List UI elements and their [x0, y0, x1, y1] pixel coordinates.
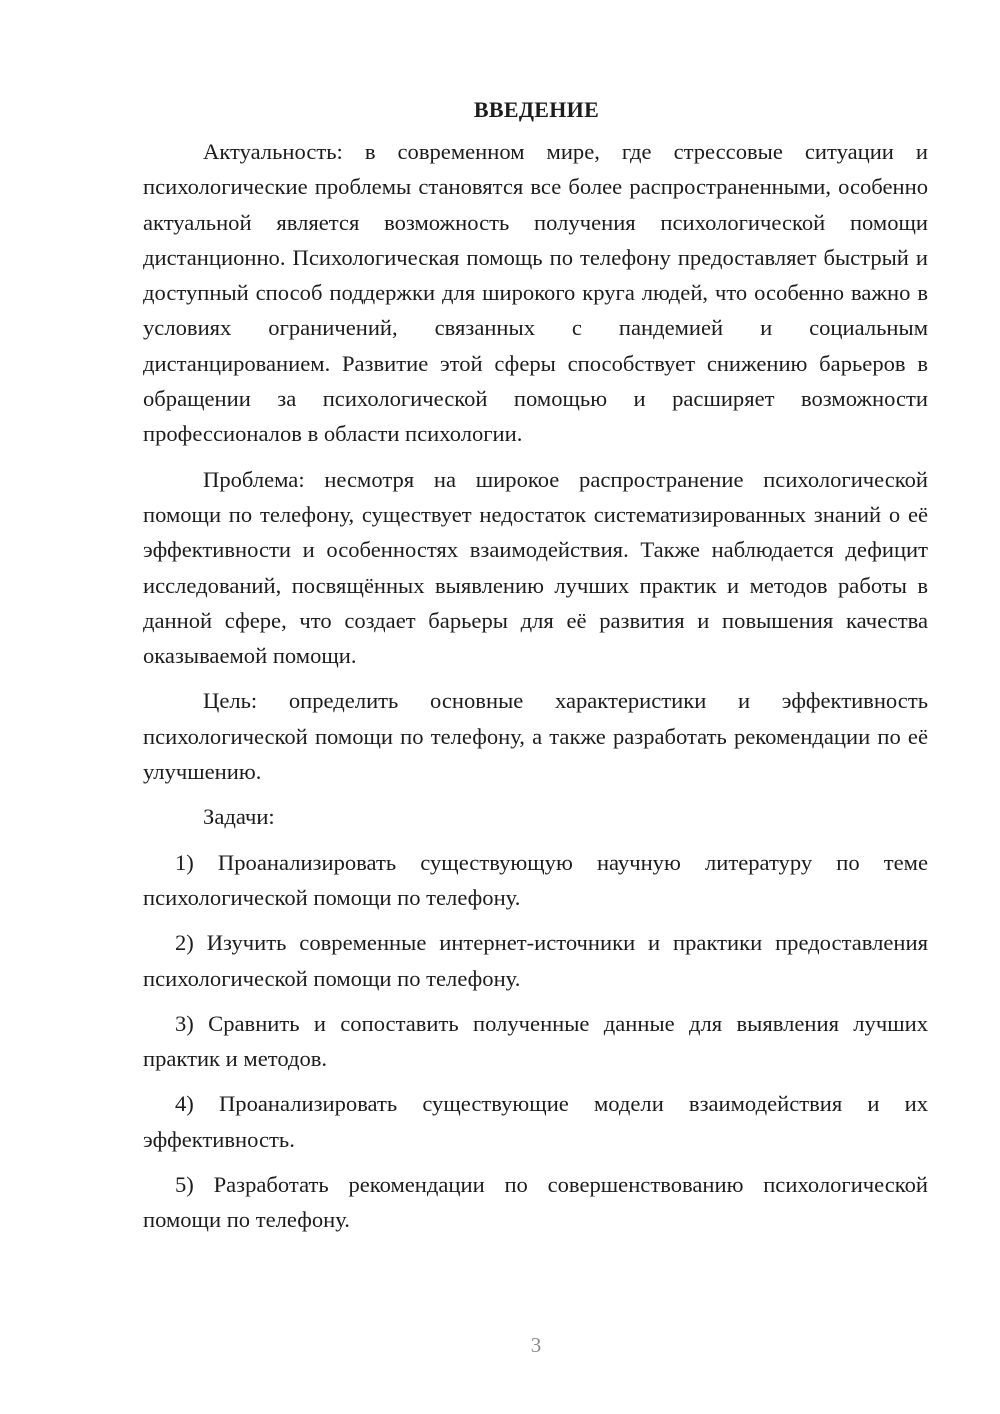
goal-paragraph: Цель: определить основные характеристики и эффективность психологической помощи по телефону, а также разработать рекомендации по её улучшению.: [143, 688, 928, 785]
task-item-3: 3) Сравнить и сопоставить полученные данные для выявления лучших практик и методов.: [143, 1010, 928, 1072]
task-item-2: 2) Изучить современные интернет-источники и практики предоставления психологической помощи по телефону.: [143, 930, 928, 991]
task-item-5: 5) Разработать рекомендации по совершенствованию психологической помощи по телефону.: [143, 1172, 928, 1233]
section-title: ВВЕДЕНИЕ: [473, 97, 600, 122]
task-item-4: 4) Проанализировать существующие модели взаимодействия и их эффективность.: [143, 1091, 928, 1152]
document-body: [143, 92, 928, 1238]
page-number: 3: [530, 1333, 542, 1357]
task-item-1: 1) Проанализировать существующую научную литературу по теме психологической помощи по телефону.: [143, 849, 928, 910]
tasks-heading: Задачи:: [203, 804, 275, 830]
problem-paragraph: Проблема: несмотря на широкое распространение психологической помощи по телефону, существует недостаток систематизированных знаний о её эффективности и особенностях взаимодействия. Также наблюдается дефицит исследований, посвящённых выявлению лучших практик и методов работы в данной сфере, что создает барьеры для её развития и повышения качества оказываемой помощи.: [143, 466, 928, 669]
relevance-paragraph: Актуальность: в современном мире, где стрессовые ситуации и психологические проблемы становятся все более распространенными, особенно актуальной является возможность получения психологической помощи дистанционно. Психологическая помощь по телефону предоставляет быстрый и доступный способ поддержки для широкого круга людей, что особенно важно в условиях ограничений, связанных с пандемией и социальным дистанцированием. Развитие этой сферы способствует снижению барьеров в обращении за психологической помощью и расширяет возможности профессионалов в области психологии.: [143, 139, 928, 447]
